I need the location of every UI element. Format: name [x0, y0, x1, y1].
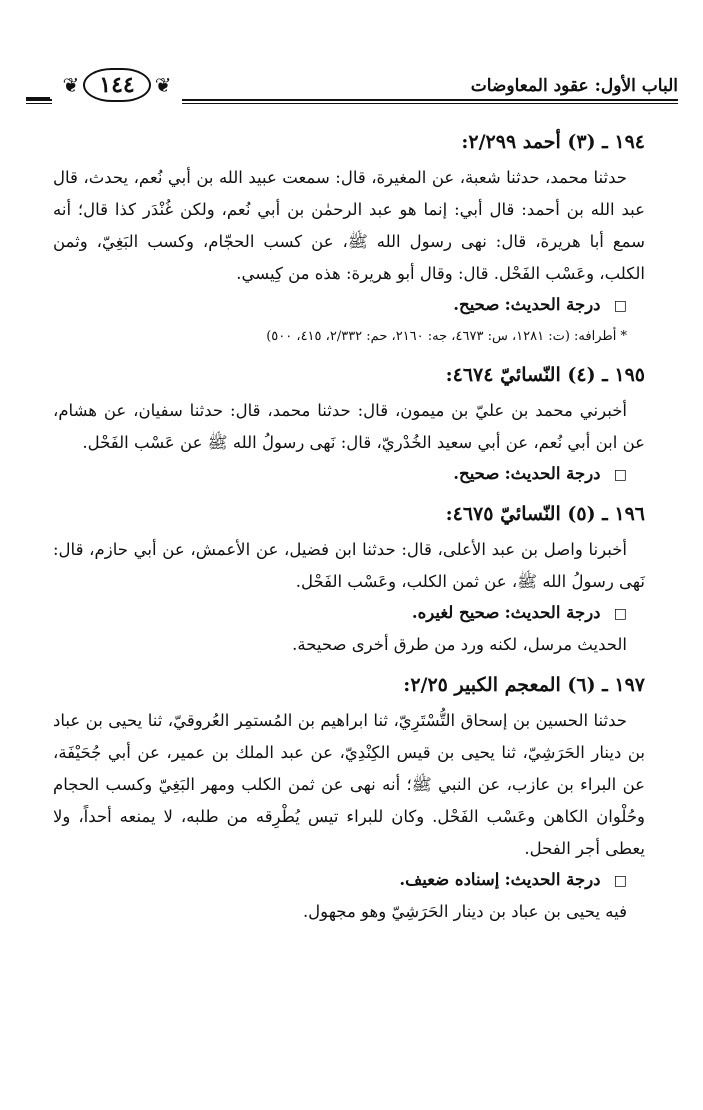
grade-label: درجة الحديث:: [504, 464, 601, 483]
atraf-text: أطرافه: (ت: ١٢٨١، س: ٤٦٧٣، جه: ٢١٦٠، حم: ٢/٣٣٢، ٤١٥، ٥٠٠): [266, 329, 617, 344]
square-bullet-icon: □: [613, 873, 627, 889]
hadith-text: حدثنا محمد، حدثنا شعبة، عن المغيرة، قال: سمعت عبيد الله بن أبي نُعم، يحدث، قال عبد الله بن أحمد: قال أبي: إنما هو عبد الرحمٰن بن أبي نُعم، ولكن غُنْدَر كذا قال؛ أنه سمع أبا هريرة، قال: نهى رسول الله ﷺ، عن كسب الحجّام، وكسب البَغِيّ، وثمن الكلب، وعَسْب الفَحْل. قال: وقال أبو هريرة: هذه من كِيسي.: [53, 168, 645, 283]
grade-label: درجة الحديث:: [504, 295, 601, 314]
running-title: الباب الأول: عقود المعاوضات: [470, 76, 678, 96]
hadith-entry: [53, 671, 645, 928]
hadith-atraf: [53, 323, 645, 351]
hadith-heading: ١٩٤ ـ (٣) أحمد ٢/٢٩٩:: [461, 131, 645, 153]
hadith-entry: [53, 128, 645, 351]
page-number: ١٤٤: [83, 68, 150, 101]
hadith-grade: [53, 459, 645, 490]
hadith-grade: [53, 865, 645, 896]
header-dash-thin: [26, 103, 50, 104]
grade-value: صحيح لغيره.: [411, 603, 500, 622]
grade-value: إسناده ضعيف.: [399, 870, 500, 889]
ornament-right-icon: ❦: [154, 73, 172, 97]
grade-value: صحيح.: [453, 464, 500, 483]
hadith-text: أخبرنا واصل بن عبد الأعلى، قال: حدثنا ابن فضيل، عن الأعمش، عن أبي حازم، قال: نَهى رسولُ الله ﷺ، عن ثمن الكلب، وعَسْب الفَحْل.: [53, 540, 645, 591]
hadith-heading: ١٩٥ ـ (٤) النّسائيّ ٤٦٧٤:: [445, 364, 645, 386]
hadith-heading: ١٩٦ ـ (٥) النّسائيّ ٤٦٧٥:: [445, 503, 645, 525]
grade-value: صحيح.: [453, 295, 500, 314]
header-dash: [26, 97, 50, 99]
page-content: [53, 128, 645, 938]
hadith-entry: [53, 500, 645, 661]
hadith-note: الحديث مرسل، لكنه ورد من طرق أخرى صحيحة.: [292, 635, 627, 654]
grade-label: درجة الحديث:: [504, 870, 601, 889]
square-bullet-icon: □: [613, 606, 627, 622]
ornament-left-icon: ❦: [62, 73, 80, 97]
hadith-grade: [53, 598, 645, 629]
square-bullet-icon: □: [613, 467, 627, 483]
square-bullet-icon: □: [613, 298, 627, 314]
asterisk-icon: *: [620, 329, 627, 344]
page-header: [26, 58, 678, 112]
hadith-entry: [53, 361, 645, 490]
hadith-note: فيه يحيى بن عباد بن دينار الحَرَشِيّ وهو مجهول.: [302, 902, 627, 921]
hadith-grade: [53, 290, 645, 321]
hadith-heading: ١٩٧ ـ (٦) المعجم الكبير ٢/٢٥:: [403, 674, 645, 696]
page-number-cartouche: [52, 58, 182, 112]
hadith-text: حدثنا الحسين بن إسحاق التُّسْتَرِيّ، ثنا ابراهيم بن المُستمِر العُروقيّ، ثنا يحيى بن عباد بن دينار الحَرَشِيّ، ثنا يحيى بن قيس الكِنْدِيّ، عن عبد الملك بن عمير، عن أبي جُحَيْفَة، عن البراء بن عازب، عن النبي ﷺ؛ أنه نهى عن ثمن الكلب ومهر البَغِيّ وكسب الحجام وحُلْوان الكاهن وعَسْب الفَحْل. وكان للبراء تيس يُطْرِقه من طلبه، لا يمنعه أحداً، ولا يعطى أجر الفحل.: [53, 711, 645, 858]
grade-label: درجة الحديث:: [504, 603, 601, 622]
hadith-text: أخبرني محمد بن عليّ بن ميمون، قال: حدثنا محمد، قال: حدثنا سفيان، عن هشام، عن ابن أبي نُعم، عن أبي سعيد الخُدْريّ، قال: نَهى رسولُ الله ﷺ عن عَسْب الفَحْل.: [53, 401, 645, 452]
